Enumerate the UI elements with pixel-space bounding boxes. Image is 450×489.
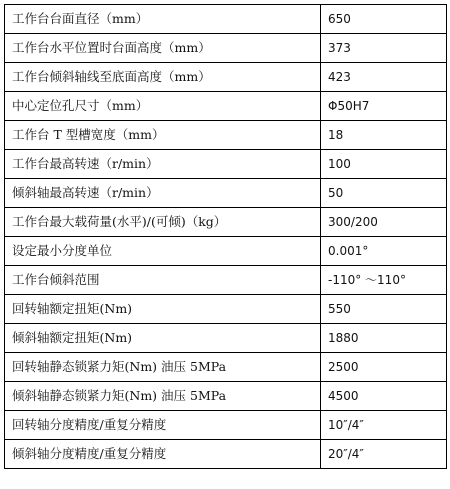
table-row — [5, 266, 447, 295]
value-cell: 50 — [321, 179, 447, 208]
value-cell: 300/200 — [321, 208, 447, 237]
table-row — [5, 324, 447, 353]
parameter-cell: 倾斜轴分度精度/重复分精度 — [5, 440, 321, 469]
table-row — [5, 208, 447, 237]
value-cell: 18 — [321, 121, 447, 150]
value-cell: 550 — [321, 295, 447, 324]
parameter-cell: 工作台水平位置时台面高度（mm） — [5, 34, 321, 63]
parameter-cell: 回转轴静态锁紧力矩(Nm) 油压 5MPa — [5, 353, 321, 382]
table-row — [5, 92, 447, 121]
value-cell: 650 — [321, 5, 447, 34]
value-cell: 373 — [321, 34, 447, 63]
table-row — [5, 440, 447, 469]
table-row — [5, 179, 447, 208]
parameter-cell: 中心定位孔尺寸（mm） — [5, 92, 321, 121]
value-cell: 20″/4″ — [321, 440, 447, 469]
value-cell: Φ50H7 — [321, 92, 447, 121]
table-row — [5, 353, 447, 382]
value-cell: 4500 — [321, 382, 447, 411]
parameter-cell: 设定最小分度单位 — [5, 237, 321, 266]
spec-table-body — [5, 5, 447, 469]
table-row — [5, 34, 447, 63]
spec-table — [4, 4, 447, 469]
parameter-cell: 工作台倾斜轴线至底面高度（mm） — [5, 63, 321, 92]
parameter-cell: 工作台倾斜范围 — [5, 266, 321, 295]
value-cell: 423 — [321, 63, 447, 92]
parameter-cell: 倾斜轴额定扭矩(Nm) — [5, 324, 321, 353]
parameter-cell: 工作台最高转速（r/min） — [5, 150, 321, 179]
table-row — [5, 5, 447, 34]
table-row — [5, 295, 447, 324]
table-row — [5, 121, 447, 150]
parameter-cell: 工作台台面直径（mm） — [5, 5, 321, 34]
value-cell: -110° ～110° — [321, 266, 447, 295]
table-row — [5, 382, 447, 411]
parameter-cell: 工作台最大载荷量(水平)/(可倾)（kg） — [5, 208, 321, 237]
value-cell: 10″/4″ — [321, 411, 447, 440]
parameter-cell: 回转轴额定扭矩(Nm) — [5, 295, 321, 324]
value-cell: 2500 — [321, 353, 447, 382]
value-cell: 1880 — [321, 324, 447, 353]
parameter-cell: 倾斜轴最高转速（r/min） — [5, 179, 321, 208]
table-row — [5, 237, 447, 266]
value-cell: 0.001° — [321, 237, 447, 266]
table-row — [5, 63, 447, 92]
table-row — [5, 411, 447, 440]
parameter-cell: 倾斜轴静态锁紧力矩(Nm) 油压 5MPa — [5, 382, 321, 411]
parameter-cell: 工作台 T 型槽宽度（mm） — [5, 121, 321, 150]
table-row — [5, 150, 447, 179]
parameter-cell: 回转轴分度精度/重复分精度 — [5, 411, 321, 440]
value-cell: 100 — [321, 150, 447, 179]
